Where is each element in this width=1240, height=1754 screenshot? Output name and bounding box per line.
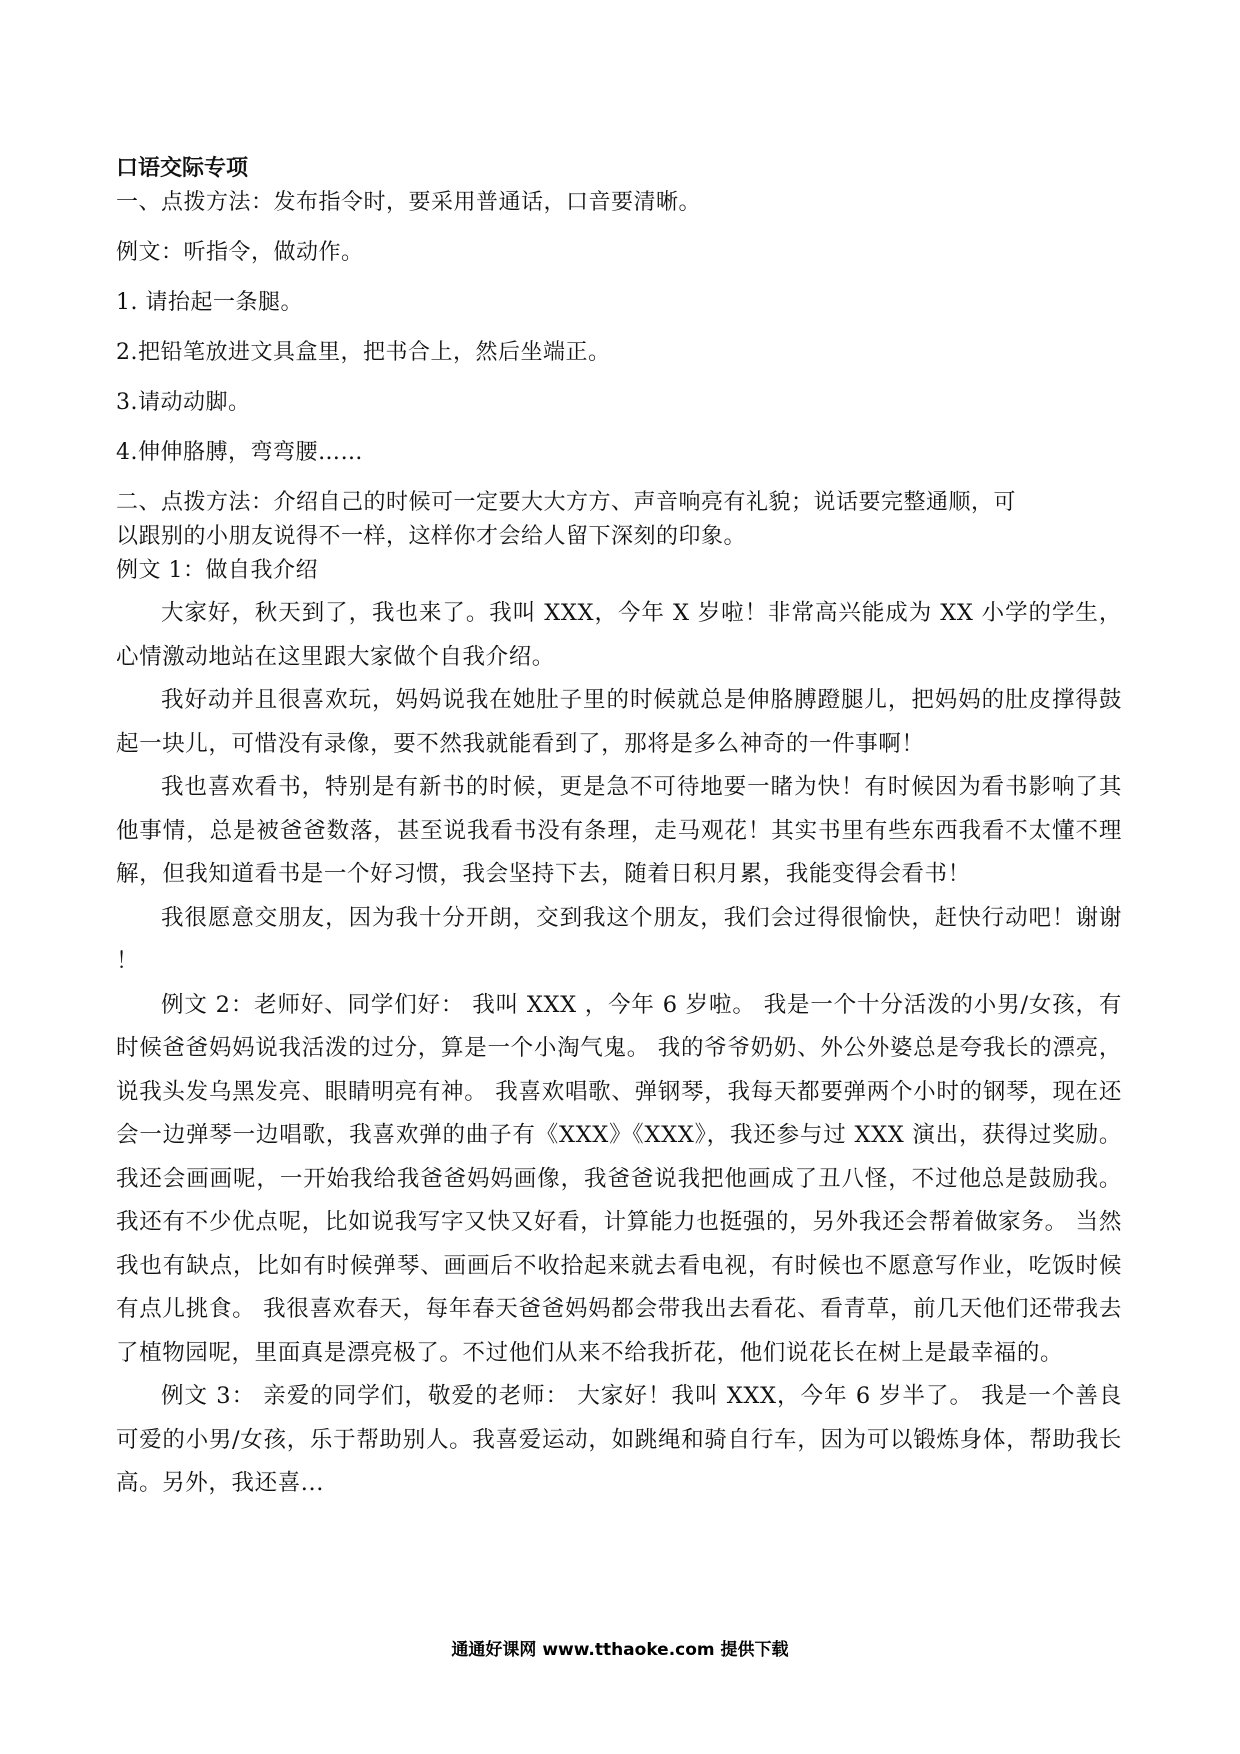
paragraph-intro: 大家好，秋天到了，我也来了。我叫 XXX，今年 X 岁啦！非常高兴能成为 XX 小学的学生，心情激动地站在这里跟大家做个自我介绍。: [116, 600, 1122, 670]
footer-source-text: 通通好课网 www.tthaoke.com 提供下载: [451, 1640, 789, 1660]
paragraph-reading: 我也喜欢看书，特别是有新书的时候，更是急不可待地要一睹为快！有时候因为看书影响了其他事情，总是被爸爸数落，甚至说我看书没有条理，走马观花！其实书里有些东西我看不太懂不理解，但我知道看书是一个好习惯，我会坚持下去，随着日积月累，我能变得会看书！: [116, 774, 1122, 887]
paragraph-friends: 我很愿意交朋友，因为我十分开朗，交到我这个朋友，我们会过得很愉快，赶快行动吧！谢谢 ！: [116, 904, 1122, 974]
instruction-item-4: 4.伸伸胳膊，弯弯腰……: [116, 440, 363, 465]
paragraph-active: 我好动并且很喜欢玩，妈妈说我在她肚子里的时候就总是伸胳膊蹬腿儿，把妈妈的肚皮撑得鼓起一块儿，可惜没有录像，要不然我就能看到了，那将是多么神奇的一件事啊！: [116, 687, 1122, 757]
section1-example-label: 例文：听指令，做动作。: [116, 240, 364, 265]
section2-heading-line1: 二、点拨方法：介绍自己的时候可一定要大大方方、声音响亮有礼貌；说话要完整通顺，可: [116, 490, 1017, 515]
paragraph-example3: 例文 3： 亲爱的同学们，敬爱的老师： 大家好！我叫 XXX，今年 6 岁半了。 我是一个善良可爱的小男/女孩，乐于帮助别人。我喜爱运动，如跳绳和骑自行车，因为可以锻炼身体，帮助我长高。另外，我还喜...: [116, 1383, 1122, 1496]
section2-heading-line2: 以跟别的小朋友说得不一样，这样你才会给人留下深刻的印象。: [116, 524, 747, 549]
instruction-item-3: 3.请动动脚。: [116, 390, 251, 415]
example1-label: 例文 1：做自我介绍: [116, 558, 318, 583]
section1-heading: 一、点拨方法：发布指令时，要采用普通话，口音要清晰。: [116, 190, 702, 215]
instruction-item-2: 2.把铅笔放进文具盒里，把书合上，然后坐端正。: [116, 340, 611, 365]
document-body: [116, 152, 1122, 1506]
instruction-item-1: 1. 请抬起一条腿。: [116, 290, 303, 315]
document-title: 口语交际专项: [116, 156, 249, 181]
paragraph-example2: 例文 2：老师好、同学们好： 我叫 XXX ，今年 6 岁啦。 我是一个十分活泼的小男/女孩，有时候爸爸妈妈说我活泼的过分，算是一个小淘气鬼。 我的爷爷奶奶、外公外婆总是夸我长的漂亮，说我头发乌黑发亮、眼睛明亮有神。 我喜欢唱歌、弹钢琴，我每天都要弹两个小时的钢琴，现在还会一边弹琴一边唱歌，我喜欢弹的曲子有《XXX》《XXX》，我还参与过 XXX 演出，获得过奖励。 我还会画画呢，一开始我给我爸爸妈妈画像，我爸爸说我把他画成了丑八怪，不过他总是鼓励我。 我还有不少优点呢，比如说我写字又快又好看，计算能力也挺强的，另外我还会帮着做家务。 当然我也有缺点，比如有时候弹琴、画画后不收拾起来就去看电视，有时候也不愿意写作业，吃饭时候有点儿挑食。 我很喜欢春天，每年春天爸爸妈妈都会带我出去看花、看青草，前几天他们还带我去了植物园呢，里面真是漂亮极了。不过他们从来不给我折花，他们说花长在树上是最幸福的。: [116, 991, 1122, 1366]
